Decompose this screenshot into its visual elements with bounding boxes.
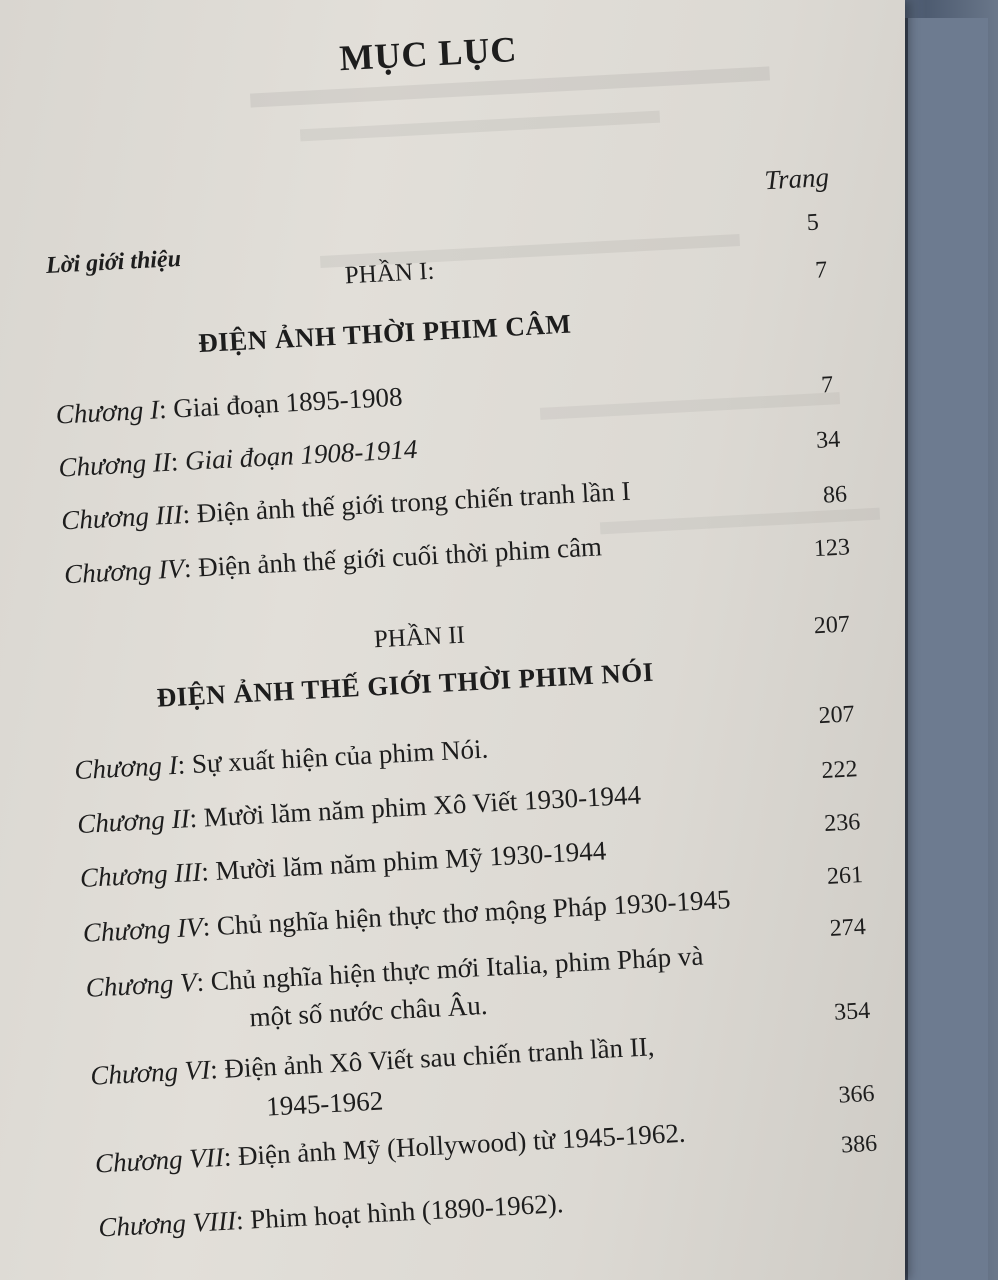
chapter-separator: :	[170, 445, 186, 477]
page-title: MỤC LỤC	[338, 29, 519, 79]
chapter-page: 34	[815, 426, 841, 454]
intro-entry-label: Lời giới thiệu	[45, 245, 182, 279]
intro-entry-page: 5	[806, 209, 820, 237]
chapter-label: Chương III	[79, 856, 203, 893]
part-label: PHẦN I:	[344, 257, 436, 290]
chapter-separator: :	[201, 910, 218, 942]
chapter-separator: :	[200, 855, 217, 887]
chapter-separator: :	[181, 498, 198, 530]
toc-entry	[63, 531, 602, 590]
toc-entry	[55, 382, 403, 431]
chapter-title: Điện ảnh Mỹ (Hollywood) từ 1945-1962.	[237, 1117, 687, 1172]
chapter-title: Điện ảnh thế giới cuối thời phim câm	[197, 531, 603, 583]
toc-entry	[82, 884, 731, 949]
chapter-label: Chương V	[85, 967, 198, 1003]
chapter-title-continuation: một số nước châu Âu.	[248, 989, 489, 1033]
toc-entry	[90, 1031, 656, 1092]
part-title: ĐIỆN ẢNH THẾ GIỚI THỜI PHIM NÓI	[155, 656, 655, 713]
chapter-separator: :	[235, 1204, 252, 1236]
chapter-title: Phim hoạt hình (1890-1962).	[249, 1188, 565, 1235]
chapter-page: 366	[837, 1080, 876, 1109]
chapter-separator: :	[158, 393, 175, 425]
chapter-separator: :	[188, 802, 205, 834]
chapter-label: Chương VIII	[97, 1205, 237, 1243]
chapter-title: Sự xuất hiện của phim Nói.	[191, 733, 489, 779]
toc-entry	[79, 835, 607, 894]
chapter-label: Chương VII	[94, 1141, 225, 1179]
chapter-title: Giai đoạn 1895-1908	[172, 381, 404, 424]
chapter-label: Chương II	[57, 446, 172, 483]
chapter-label: Chương III	[60, 499, 184, 536]
chapter-label: Chương VI	[89, 1054, 211, 1091]
chapter-title: Chủ nghĩa hiện thực mới Italia, phim Pháp và	[210, 940, 705, 997]
chapter-page: 261	[826, 862, 864, 890]
toc-entry	[58, 434, 418, 484]
chapter-page: 123	[813, 534, 851, 563]
chapter-label: Chương II	[76, 803, 191, 840]
chapter-page: 7	[820, 371, 834, 399]
chapter-label: Chương I	[54, 394, 160, 430]
chapter-page: 236	[823, 809, 861, 837]
chapter-title: Chủ nghĩa hiện thực thơ mộng Pháp 1930-1945	[216, 884, 732, 941]
chapter-separator: :	[222, 1141, 239, 1172]
toc-entry	[76, 780, 641, 840]
chapter-title: Giai đoạn 1908-1914	[184, 433, 419, 476]
chapter-page: 222	[820, 756, 859, 785]
part-page: 207	[813, 611, 851, 640]
chapter-title-continuation: 1945-1962	[265, 1085, 384, 1122]
part-label: PHẦN II	[373, 621, 466, 654]
chapter-label: Chương IV	[82, 911, 204, 948]
chapter-separator: :	[195, 966, 212, 998]
chapter-title: Điện ảnh thế giới trong chiến tranh lần I	[195, 475, 632, 529]
part-page: 7	[814, 257, 828, 284]
chapter-page: 274	[829, 913, 867, 942]
chapter-separator: :	[209, 1053, 226, 1085]
toc-entry	[94, 1118, 686, 1180]
toc-entry	[61, 476, 632, 537]
part-title: ĐIỆN ẢNH THỜI PHIM CÂM	[197, 308, 573, 359]
chapter-title: Mười lăm năm phim Xô Viết 1930-1944	[202, 779, 642, 833]
page-column-header: Trang	[763, 161, 830, 196]
toc-entry	[74, 734, 489, 787]
chapter-separator: :	[183, 552, 199, 584]
chapter-page: 354	[833, 997, 871, 1026]
chapter-title: Mười lăm năm phim Mỹ 1930-1944	[214, 835, 607, 886]
chapter-page: 86	[822, 481, 848, 509]
chapter-page: 386	[840, 1130, 878, 1159]
chapter-page: 207	[817, 701, 856, 730]
toc-entry	[98, 1188, 565, 1243]
chapter-label: Chương I	[73, 749, 179, 786]
chapter-title: Điện ảnh Xô Viết sau chiến tranh lần II,	[223, 1031, 656, 1084]
chapter-separator: :	[176, 749, 193, 780]
chapter-label: Chương IV	[63, 553, 185, 590]
